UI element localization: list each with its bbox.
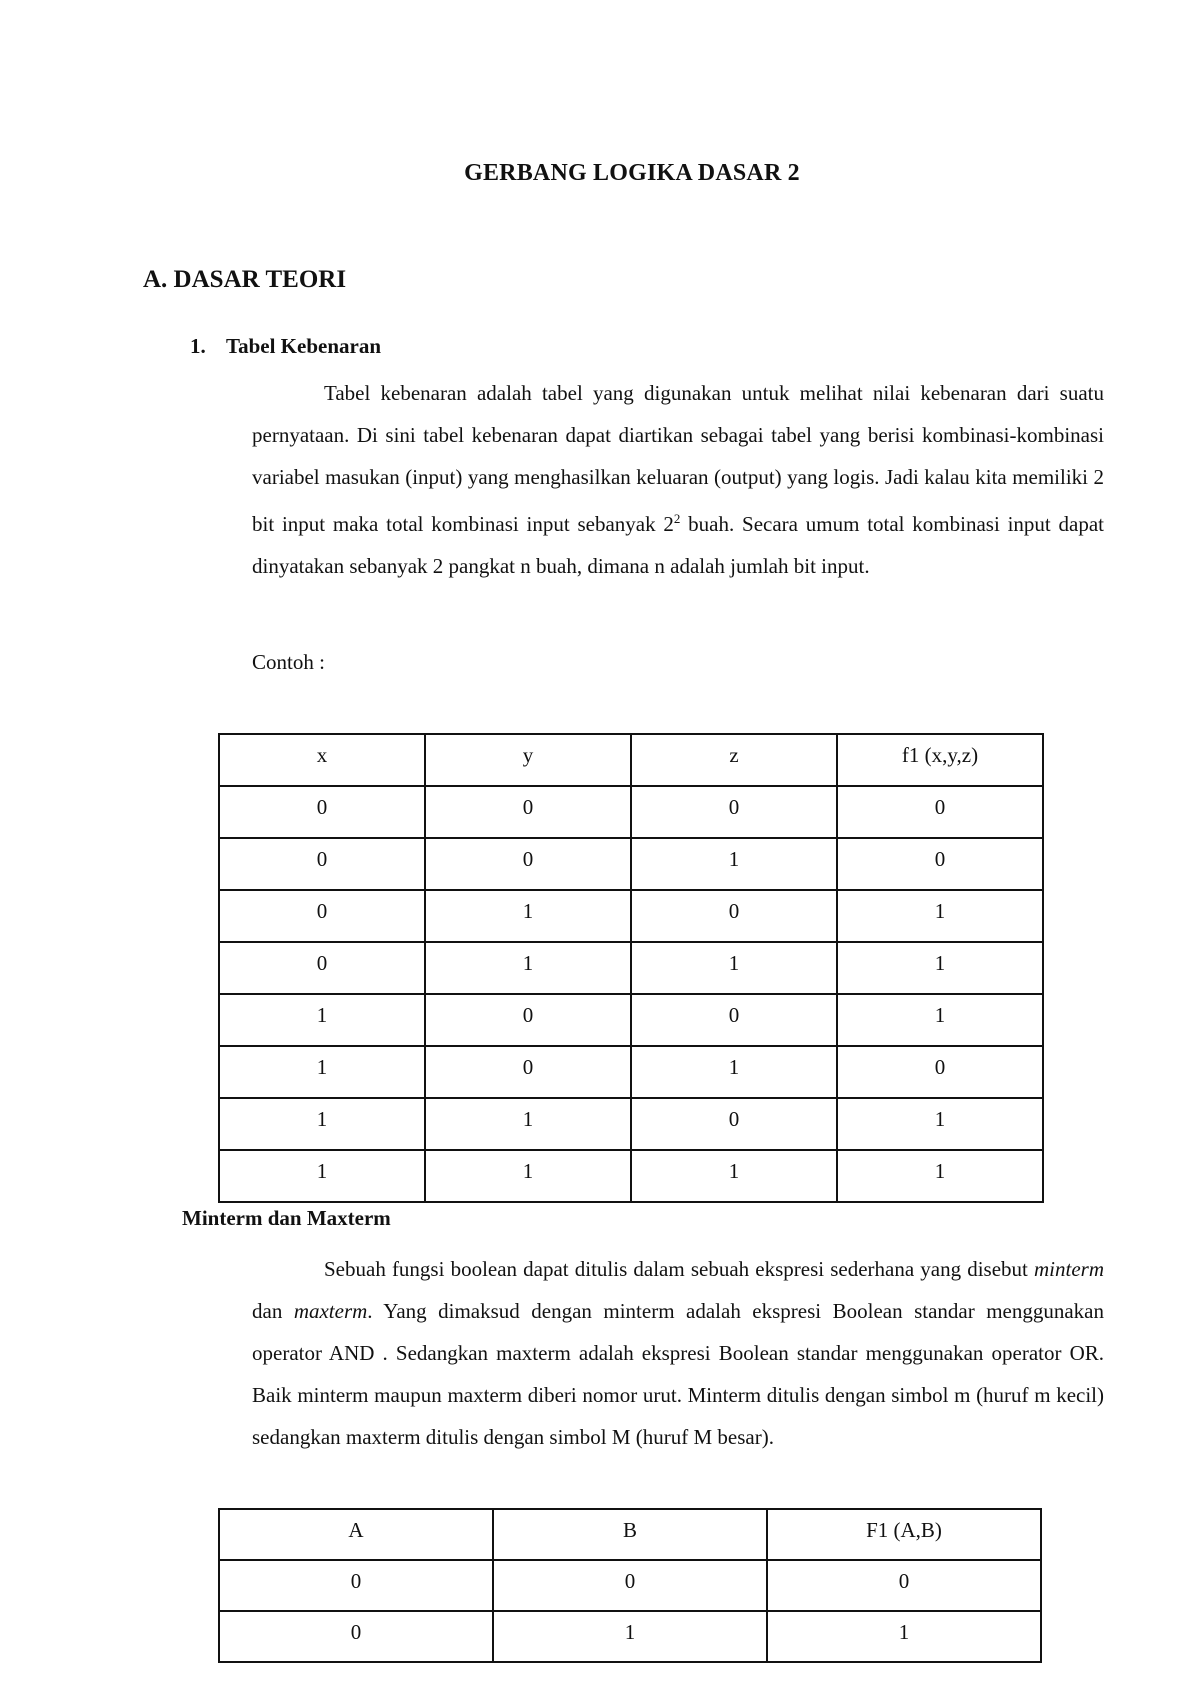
table-header-cell: x (219, 734, 425, 786)
table-cell: 1 (837, 890, 1043, 942)
table-header-cell: F1 (A,B) (767, 1509, 1041, 1560)
table-cell: 0 (767, 1560, 1041, 1611)
table-row (219, 1098, 1043, 1150)
table-row (219, 1046, 1043, 1098)
table-header-row (219, 1509, 1041, 1560)
subsection-heading-tabel-kebenaran (190, 334, 381, 359)
table-cell: 1 (219, 1098, 425, 1150)
paragraph-2-part2: dan (252, 1299, 294, 1323)
table-cell: 1 (767, 1611, 1041, 1662)
paragraph-tabel-kebenaran (252, 372, 1104, 587)
document-title: GERBANG LOGIKA DASAR 2 (464, 160, 800, 186)
paragraph-2-part1: Sebuah fungsi boolean dapat ditulis dalam sebuah ekspresi sederhana yang disebut (324, 1257, 1034, 1281)
table-cell: 0 (425, 994, 631, 1046)
table-cell: 0 (219, 786, 425, 838)
truth-table-ab (218, 1508, 1042, 1663)
table-cell: 0 (425, 1046, 631, 1098)
table-header-row (219, 734, 1043, 786)
term-maxterm: maxterm (293, 1299, 368, 1323)
term-minterm: minterm (1034, 1257, 1104, 1281)
contoh-label: Contoh : (252, 650, 325, 674)
table-cell: 1 (219, 1046, 425, 1098)
table-cell: 0 (631, 786, 837, 838)
table-cell: 1 (631, 1046, 837, 1098)
table-header-cell: B (493, 1509, 767, 1560)
table-row (219, 1611, 1041, 1662)
paragraph-1-text: Tabel kebenaran adalah tabel yang digunakan untuk melihat nilai kebenaran dari suatu pernyataan. Di sini tabel kebenaran dapat diartikan sebagai tabel yang berisi kombinasi-kombinasi variabel masukan (input) yang menghasilkan keluaran (output) yang logis. Jadi kalau kita memiliki 2 bit input maka total kombinasi input sebanyak 2 (252, 381, 1104, 536)
table-cell: 0 (219, 838, 425, 890)
table-cell: 1 (219, 994, 425, 1046)
table-cell: 0 (219, 890, 425, 942)
superscript-exponent: 2 (673, 511, 681, 526)
table-cell: 1 (631, 1150, 837, 1202)
table-header-cell: y (425, 734, 631, 786)
table-row (219, 838, 1043, 890)
table-cell: 1 (837, 1150, 1043, 1202)
subsection-label: Tabel Kebenaran (226, 334, 381, 358)
table-cell: 1 (493, 1611, 767, 1662)
paragraph-minterm-maxterm (252, 1248, 1104, 1458)
table-cell: 0 (631, 890, 837, 942)
table-cell: 0 (219, 1560, 493, 1611)
table-row (219, 994, 1043, 1046)
table-cell: 0 (425, 838, 631, 890)
table-cell: 1 (837, 1098, 1043, 1150)
table-cell: 1 (837, 994, 1043, 1046)
table-row (219, 942, 1043, 994)
table-cell: 0 (837, 786, 1043, 838)
table-cell: 1 (219, 1150, 425, 1202)
table-row (219, 1560, 1041, 1611)
table-row (219, 890, 1043, 942)
paragraph-1-text-after: buah. Secara umum total kombinasi input dapat dinyatakan sebanyak 2 pangkat n buah, dimana n adalah jumlah bit input. (252, 512, 1104, 578)
table-cell: 0 (837, 1046, 1043, 1098)
table-cell: 1 (631, 942, 837, 994)
table-cell: 0 (837, 838, 1043, 890)
table-header-cell: f1 (x,y,z) (837, 734, 1043, 786)
table-header-cell: z (631, 734, 837, 786)
table-cell: 0 (631, 1098, 837, 1150)
table-cell: 1 (425, 942, 631, 994)
table-cell: 0 (219, 1611, 493, 1662)
truth-table-xyz (218, 733, 1044, 1203)
table-cell: 1 (425, 1150, 631, 1202)
table-cell: 1 (425, 890, 631, 942)
paragraph-2-part3: . Yang dimaksud dengan minterm adalah ekspresi Boolean standar menggunakan operator AND . Sedangkan maxterm adalah ekspresi Boolean standar menggunakan operator OR. Baik minterm maupun maxterm diberi nomor urut. Minterm ditulis dengan simbol m (huruf m kecil) sedangkan maxterm ditulis dengan simbol M (huruf M besar). (252, 1299, 1104, 1449)
table-cell: 0 (631, 994, 837, 1046)
section-heading-dasar-teori: A. DASAR TEORI (143, 266, 347, 293)
table-row (219, 786, 1043, 838)
table-cell: 1 (425, 1098, 631, 1150)
table-cell: 1 (837, 942, 1043, 994)
table-cell: 0 (219, 942, 425, 994)
subsection-number: 1. (190, 334, 206, 358)
table-cell: 0 (425, 786, 631, 838)
table-header-cell: A (219, 1509, 493, 1560)
table-cell: 0 (493, 1560, 767, 1611)
heading-minterm-maxterm: Minterm dan Maxterm (182, 1206, 391, 1230)
table-cell: 1 (631, 838, 837, 890)
table-row (219, 1150, 1043, 1202)
